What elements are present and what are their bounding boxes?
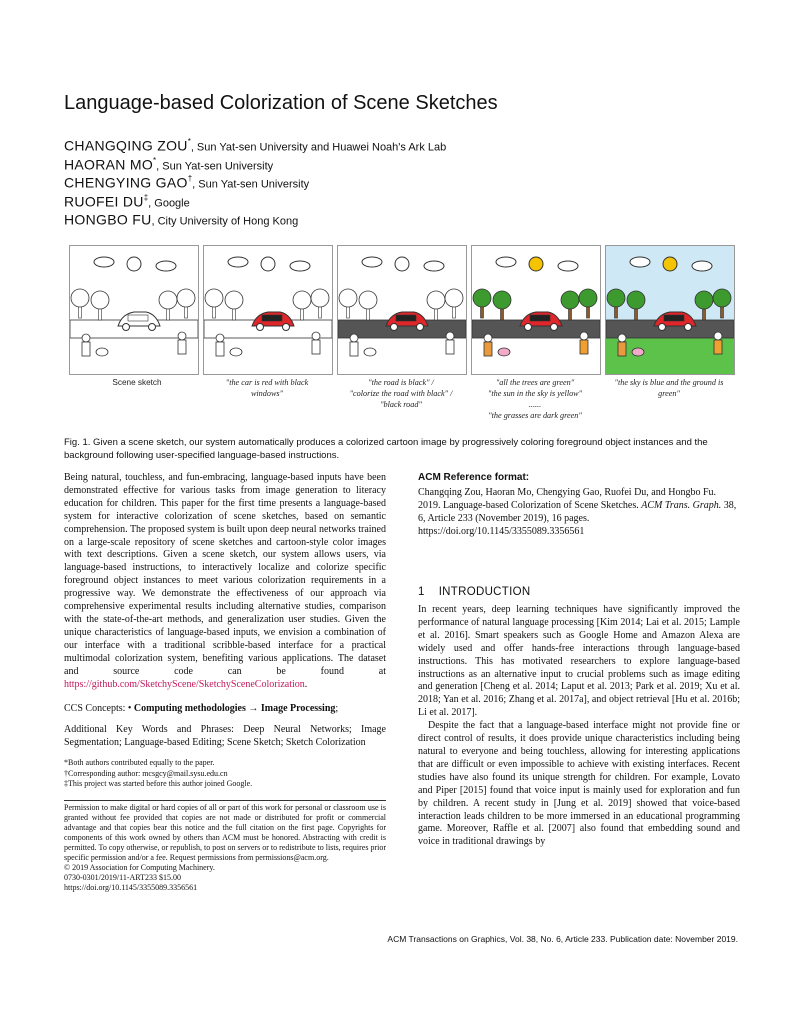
sun xyxy=(261,257,275,271)
pig xyxy=(96,348,108,356)
tree-crown xyxy=(445,289,463,307)
keywords: Additional Key Words and Phrases: Deep Neural Networks; Image Segmentation; Language-based Editing; Scene Sketch; Sketch Colorization xyxy=(64,724,386,748)
cloud xyxy=(424,261,444,271)
intro-body xyxy=(418,604,740,849)
sun xyxy=(529,257,543,271)
caption-line: "the sun in the sky is yellow" xyxy=(487,389,583,398)
footnote: †Corresponding author: mcsgcy@mail.sysu.edu.cn xyxy=(64,768,228,778)
tree-crown xyxy=(311,289,329,307)
tree-crown xyxy=(359,291,377,309)
person-head xyxy=(618,334,626,342)
person-head xyxy=(714,332,722,340)
author-name: HONGBO FU xyxy=(64,211,152,228)
tree-crown xyxy=(293,291,311,309)
permission-text: Permission to make digital or hard copies of all or part of this work for personal or classroom use is granted without fee provided that copies are not made or distributed for profit or commercial advantage and that copies bear this notice and the full citation on the first page. Copyrights for components of this work owned by others than ACM must be honored. Abstracting with credit is permitted. To copy otherwise, or republish, to post on servers or to redistribute to lists, requires prior specific permission and/or a fee. Request permissions from permissions@acm.org. xyxy=(64,803,386,862)
caption-panel-3 xyxy=(333,377,469,410)
person-body xyxy=(82,342,90,356)
caption-line: "colorize the road with black" / xyxy=(349,389,453,398)
person-body xyxy=(714,340,722,354)
person-head xyxy=(350,334,358,342)
person-head xyxy=(312,332,320,340)
tree-crown xyxy=(493,291,511,309)
person-body xyxy=(178,340,186,354)
person-body xyxy=(312,340,320,354)
caption-panel-1 xyxy=(69,377,205,388)
caption-panel-5 xyxy=(601,377,737,399)
tree-crown xyxy=(225,291,243,309)
section-number: 1 xyxy=(418,586,425,598)
panel-road-colored xyxy=(337,245,467,375)
tree-crown xyxy=(91,291,109,309)
intro-paragraph-1: In recent years, deep learning techniques have significantly improved the performance of natural language processing [Kim 2014; Lai et al. 2015; Lample et al. 2016]. Smart speakers such as Google Home and Amazon Alexa are widely used and offer hands-free interactions through language-based instructions. This has motivated researchers to explore language-based instructions as an alternative input to crucial problems such as image editing and generation [Cheng et al. 2014; Laput et al. 2013; Park et al. 2019; Xu et al. 2018; Yan et al. 2016; Zhang et al. 2017a], and object retrieval [Hu et al. 2016b; Li et al. 2017]. xyxy=(418,604,740,719)
caption-line: ...... xyxy=(528,400,542,409)
cloud xyxy=(228,257,248,267)
car-wheel xyxy=(525,324,532,331)
author-affiliation: , Sun Yat-sen University and Huawei Noah's Ark Lab xyxy=(190,141,447,154)
tree-crown xyxy=(579,289,597,307)
panel-car-colored xyxy=(203,245,333,375)
section-title: INTRODUCTION xyxy=(438,586,531,598)
author-mark: ‡ xyxy=(143,192,149,202)
cloud xyxy=(496,257,516,267)
author-entry xyxy=(64,174,446,193)
tree-crown xyxy=(713,289,731,307)
caption-line: "the road is black" / xyxy=(368,378,434,387)
cloud xyxy=(362,257,382,267)
tree-crown xyxy=(561,291,579,309)
caption-line: Scene sketch xyxy=(112,378,162,387)
panel-scene-sketch xyxy=(69,245,199,375)
author-entry xyxy=(64,156,446,175)
caption-line: "black road" xyxy=(380,400,422,409)
person-body xyxy=(216,342,224,356)
caption-line: windows" xyxy=(250,389,284,398)
abstract-link[interactable]: https://github.com/SketchyScene/SketchySceneColorization xyxy=(64,678,305,690)
ccs-suffix: ; xyxy=(335,703,339,714)
footnote: ‡This project was started before this author joined Google. xyxy=(64,779,253,788)
person-head xyxy=(216,334,224,342)
pig xyxy=(364,348,376,356)
person-body xyxy=(350,342,358,356)
author-list xyxy=(64,137,446,230)
tree-crown xyxy=(627,291,645,309)
author-mark: † xyxy=(187,174,193,183)
caption-line: "all the trees are green" xyxy=(495,378,575,387)
person-body xyxy=(618,342,626,356)
tree-crown xyxy=(205,289,223,307)
footnotes xyxy=(64,758,386,790)
permission-block xyxy=(64,803,386,893)
person-body xyxy=(484,342,492,356)
footnote: *Both authors contributed equally to the paper. xyxy=(64,758,215,767)
scene-illustration xyxy=(606,246,734,374)
pig xyxy=(632,348,644,356)
car-wheel xyxy=(149,324,156,331)
divider xyxy=(64,800,386,801)
car-window xyxy=(128,315,148,321)
author-affiliation: , Sun Yat-sen University xyxy=(156,159,274,172)
ccs-concepts xyxy=(64,702,386,715)
author-name: CHENGYING GAO xyxy=(64,174,188,191)
intro-paragraph-2: Despite the fact that a language-based interface might not provide fine or direct control of results, it does provide unique characteristics including being natural to everyone and being touchless, allowing for interesting applications that are difficult or even impossible to achieve with existing interfaces. Recent studies have also found its unique strength for children. For example, Lovato and Piper [2015] found that voice input is mainly used for exploration and fun by children. A recent study in [Jung et al. 2019] showed that voice-based interaction leads children to be more immersed in an educational programming game. Moreover, Raffle et al. [2007] also found that embedding sound and voice in traditional drawings by xyxy=(418,720,740,848)
caption-panel-2 xyxy=(199,377,335,399)
pig xyxy=(230,348,242,356)
paper-title: Language-based Colorization of Scene Sketches xyxy=(64,92,498,114)
copyright: © 2019 Association for Computing Machinery. xyxy=(64,863,215,872)
car-window xyxy=(262,315,282,321)
page-footer: ACM Transactions on Graphics, Vol. 38, No. 6, Article 233. Publication date: November 2019. xyxy=(387,934,738,944)
sun xyxy=(663,257,677,271)
tree-crown xyxy=(159,291,177,309)
tree-crown xyxy=(695,291,713,309)
figure-caption: Fig. 1. Given a scene sketch, our system automatically produces a colorized cartoon image by progressively coloring foreground object instances and the background following user-specified language-based instructions. xyxy=(64,437,708,461)
caption-line: "the sky is blue and the ground is xyxy=(614,378,724,387)
person-head xyxy=(580,332,588,340)
tree-crown xyxy=(177,289,195,307)
author-entry xyxy=(64,211,446,230)
author-name: HAORAN MO xyxy=(64,155,154,172)
caption-line: "the grasses are dark green" xyxy=(488,411,582,420)
ccs-prefix: CCS Concepts: • xyxy=(64,703,134,714)
person-head xyxy=(178,332,186,340)
pig xyxy=(498,348,510,356)
car-wheel xyxy=(685,324,692,331)
tree-crown xyxy=(427,291,445,309)
car-wheel xyxy=(123,324,130,331)
abstract: Being natural, touchless, and fun-embracing, language-based inputs have been demonstrated effective for various tasks from image generation to literacy education for children. This paper for the first time presents a language-based system for interactive colorization of scene sketches, based on semantic comprehension. The proposed system is built upon deep neural networks trained on a large-scale repository of scene sketches and cartoon-style color images with text descriptions. Given a scene sketch, our system allows users, via language-based instructions, to interactively localize and colorize specific foreground object instances to meet various colorization requirements in a progressive way. We demonstrate the effectiveness of our approach via comprehensive experimental results including alternative studies, comparison with the state-of-the-art methods, and generalization user studies. Given the unique characteristics of language-based inputs, we envision a combination of our interface with a traditional scribble-based interface for a practical multimodal colorization system, benefiting various applications. The dataset and source code can be found at https://github.com/SketchyScene/SketchySceneColorization. xyxy=(64,472,386,690)
teaser-figure xyxy=(69,245,737,375)
author-name: CHANGQING ZOU xyxy=(64,137,188,154)
acm-ref-heading: ACM Reference format: xyxy=(418,472,530,483)
scene-illustration xyxy=(70,246,198,374)
cloud xyxy=(94,257,114,267)
cloud xyxy=(630,257,650,267)
sun xyxy=(127,257,141,271)
tree-crown xyxy=(473,289,491,307)
car-wheel xyxy=(257,324,264,331)
caption-line: "the car is red with black xyxy=(225,378,309,387)
issn: 0730-0301/2019/11-ART233 $15.00 xyxy=(64,873,181,882)
tree-crown xyxy=(71,289,89,307)
section-heading xyxy=(418,586,530,598)
car-window xyxy=(396,315,416,321)
car-window xyxy=(664,315,684,321)
cloud xyxy=(290,261,310,271)
tree-crown xyxy=(607,289,625,307)
person-body xyxy=(446,340,454,354)
car-wheel xyxy=(391,324,398,331)
tree-crown xyxy=(339,289,357,307)
acm-ref-journal: ACM Trans. Graph. xyxy=(641,499,722,511)
caption-line: green" xyxy=(658,389,680,398)
sun xyxy=(395,257,409,271)
cloud xyxy=(692,261,712,271)
acm-ref-pre: Changqing Zou, Haoran Mo, Chengying Gao, Ruofei Du, and Hongbo Fu. 2019. Language-based Colorization of Scene Sketches. xyxy=(418,487,717,511)
acm-ref-doi[interactable]: https://doi.org/10.1145/3355089.3356561 xyxy=(418,525,585,537)
doi[interactable]: https://doi.org/10.1145/3355089.3356561 xyxy=(64,883,198,892)
cloud xyxy=(156,261,176,271)
caption-panel-4 xyxy=(467,377,603,421)
author-affiliation: , City University of Hong Kong xyxy=(151,215,299,228)
scene-illustration xyxy=(472,246,600,374)
author-entry xyxy=(64,137,446,156)
person-head xyxy=(82,334,90,342)
author-mark: * xyxy=(187,137,191,146)
panel-fully-colored xyxy=(605,245,735,375)
cloud xyxy=(558,261,578,271)
ccs-bold: Computing methodologies → Image Processing xyxy=(133,703,336,714)
car-wheel xyxy=(417,324,424,331)
car-wheel xyxy=(551,324,558,331)
car-window xyxy=(530,315,550,321)
abstract-text: Being natural, touchless, and fun-embracing, language-based inputs have been demonstrated effective for various tasks from image generation to literacy education for children. This paper for the first time presents a language-based system for interactive colorization of scene sketches, based on semantic comprehension. The proposed system is built upon deep neural networks trained on a large-scale repository of scene sketches and cartoon-style color images with text descriptions. Given a scene sketch, our system allows users, via language-based instructions, to interactively localize and colorize specific foreground object instances to meet various colorization requirements in a progressive way. We demonstrate the effectiveness of our approach via comprehensive experimental results including alternative studies, comparison with the state-of-the-art methods, and generalization user studies. Given the unique characteristics of language-based inputs, we envision a combination of our interface with a traditional scribble-based interface for a practical multimodal colorization system, benefiting various applications. The dataset and source code can be found at xyxy=(64,472,386,677)
scene-illustration xyxy=(338,246,466,374)
person-head xyxy=(446,332,454,340)
author-entry xyxy=(64,193,446,212)
author-affiliation: , Sun Yat-sen University xyxy=(192,178,310,191)
person-head xyxy=(484,334,492,342)
acm-ref xyxy=(418,487,740,539)
panel-trees-sun-colored xyxy=(471,245,601,375)
car-wheel xyxy=(659,324,666,331)
scene-illustration xyxy=(204,246,332,374)
acm-ref-post: 38, 6, Article 233 (November 2019), 16 pages. xyxy=(418,499,737,524)
author-affiliation: , Google xyxy=(148,196,190,209)
author-mark: * xyxy=(153,155,157,165)
car-wheel xyxy=(283,324,290,331)
author-name: RUOFEI DU xyxy=(64,192,144,209)
person-body xyxy=(580,340,588,354)
